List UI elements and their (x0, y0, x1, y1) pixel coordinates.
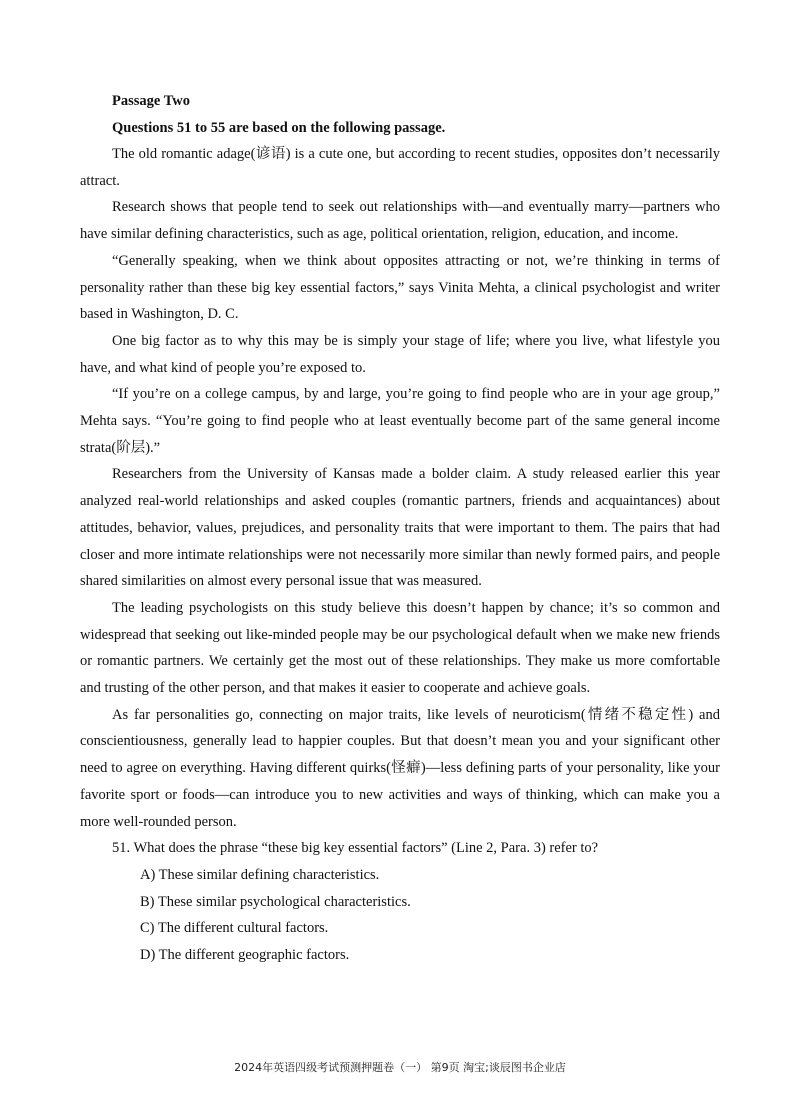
passage-paragraph-7: The leading psychologists on this study believe this doesn’t happen by chance; it’s so common and widespread that seeking out like-minded people may be our psychological default when we make new friends or romantic partners. We certainly get the most out of these relationships. They make us more comfortable and trusting of the other person, and that makes it easier to cooperate and achieve goals. (80, 599, 720, 697)
section-title: Passage Two (112, 93, 191, 109)
passage-paragraph-6: Researchers from the University of Kansas made a bolder claim. A study released earlier this year analyzed real-world relationships and asked couples (romantic partners, friends and acquaintances) about attitudes, behavior, values, prejudices, and personality traits that were important to them. The pairs that had closer and more intimate relationships were not necessarily more similar than newly formed pairs, and people shared similarities on almost every personal issue that was measured. (80, 466, 720, 590)
page-footer: 2024年英语四级考试预测押题卷（一） 第9页 淘宝;谈辰图书企业店 (234, 1061, 566, 1074)
option-a: A) These similar defining characteristics. (140, 866, 380, 883)
passage-paragraph-1: The old romantic adage(谚语) is a cute one, but according to recent studies, opposites don’t necessarily attract. (80, 146, 720, 189)
passage-paragraph-8: As far personalities go, connecting on major traits, like levels of neuroticism(情绪不稳定性) and conscientiousness, generally lead to happier couples. But that doesn’t mean you and your significant other need to agree on everything. Having different quirks(怪癖)—less defining parts of your personality, like your favorite sport or foods—can introduce you to new activities and ways of thinking, which can make you a more well-rounded person. (80, 706, 720, 830)
option-c: C) The different cultural factors. (140, 920, 329, 937)
option-d: D) The different geographic factors. (140, 947, 350, 964)
passage-paragraph-3: “Generally speaking, when we think about opposites attracting or not, we’re thinking in terms of personality rather than these big key essential factors,” says Vinita Mehta, a clinical psychologist and writer based in Washington, D. C. (80, 252, 720, 323)
section-instruction: Questions 51 to 55 are based on the following passage. (112, 119, 446, 136)
passage-page (80, 88, 720, 969)
option-b: B) These similar psychological characteristics. (140, 893, 411, 910)
passage-paragraph-4: One big factor as to why this may be is simply your stage of life; where you live, what lifestyle you have, and what kind of people you’re exposed to. (80, 332, 720, 376)
question-51-options (80, 862, 720, 969)
question-51: 51. What does the phrase “these big key essential factors” (Line 2, Para. 3) refer to? (112, 840, 599, 857)
passage-paragraph-5: “If you’re on a college campus, by and large, you’re going to find people who are in your age group,” Mehta says. “You’re going to find people who at least eventually become part of the same general income strata(阶层).” (80, 386, 720, 456)
passage-paragraph-2: Research shows that people tend to seek out relationships with—and eventually marry—partners who have similar defining characteristics, such as age, political orientation, religion, education, and income. (80, 199, 720, 243)
